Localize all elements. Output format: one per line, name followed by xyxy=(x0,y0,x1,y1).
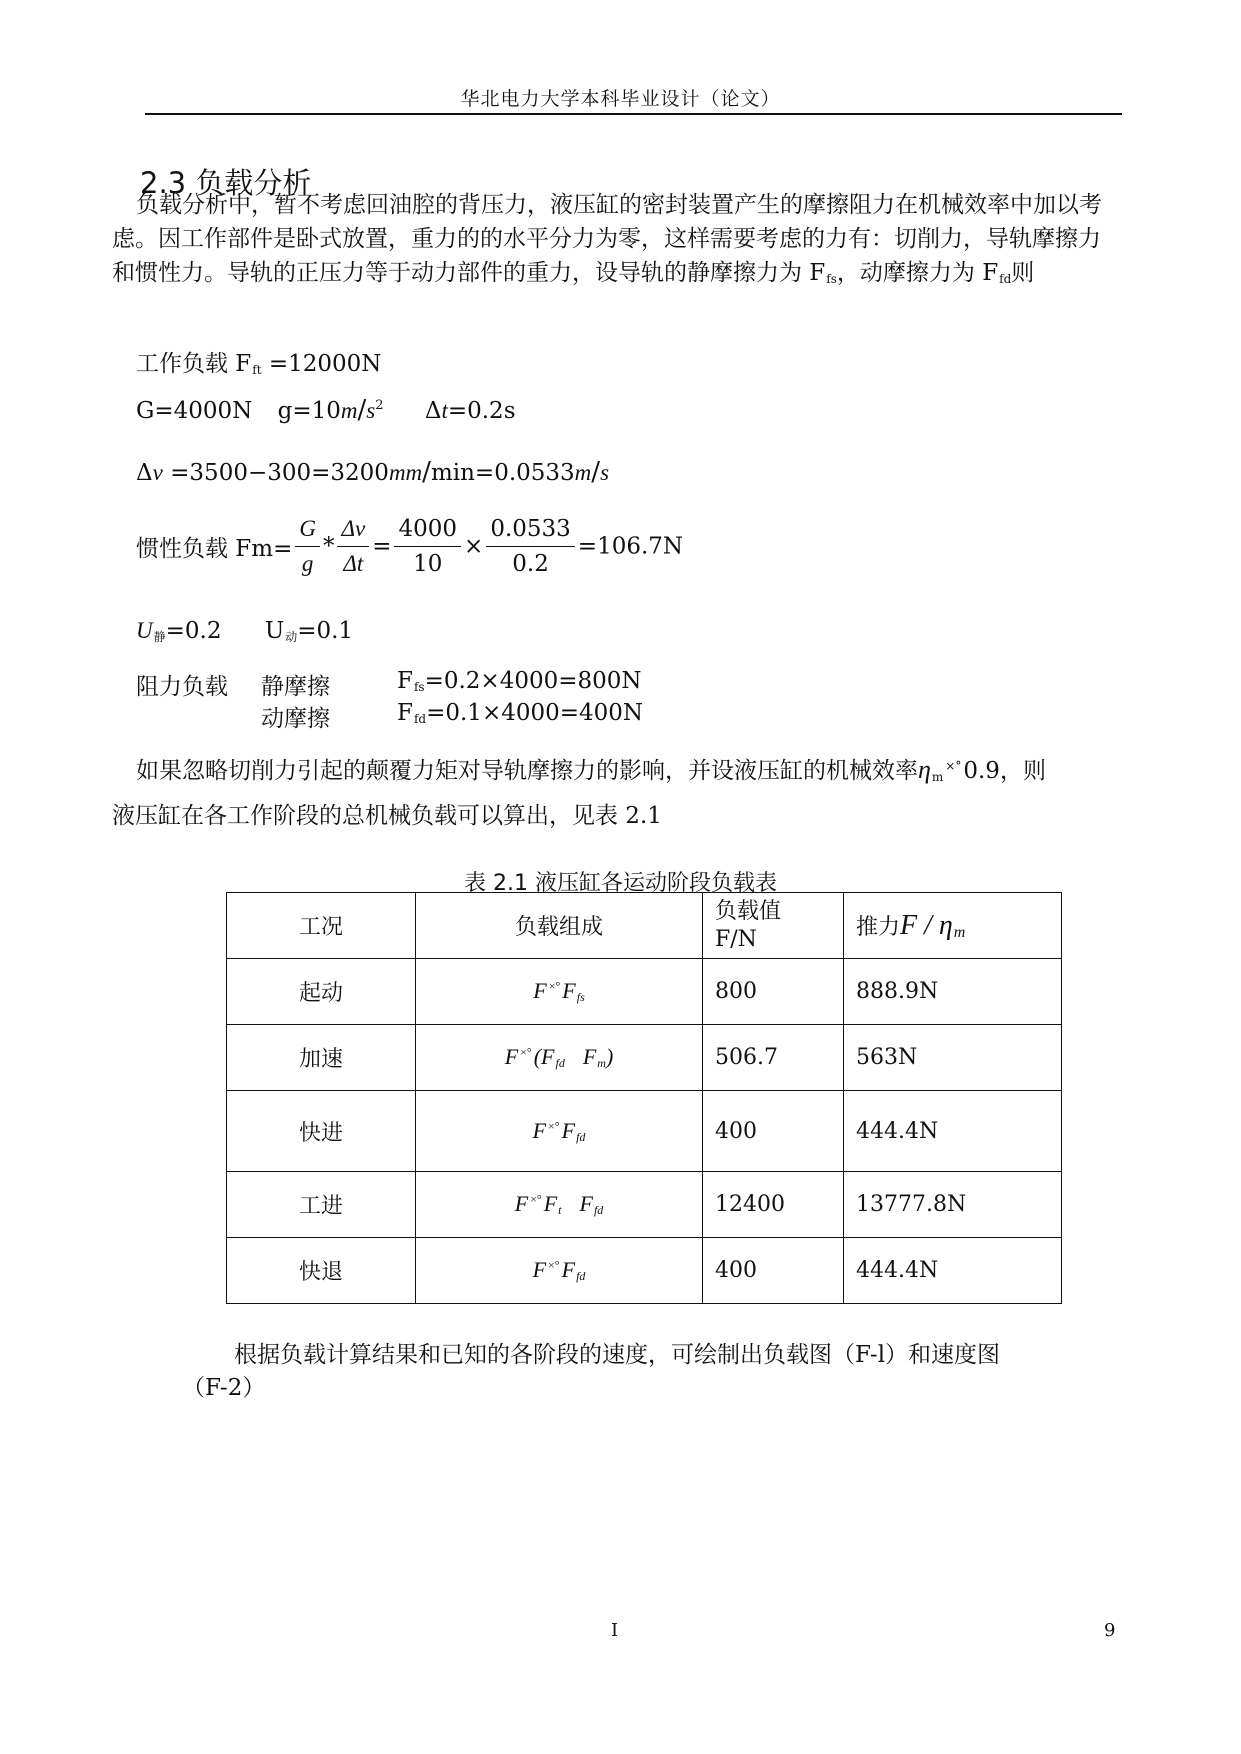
g-exp: 2 xyxy=(375,398,384,413)
row-composition xyxy=(416,1091,703,1172)
intro-text-2: ，动摩擦力为 F xyxy=(836,260,999,286)
efficiency-text-1: 如果忽略切削力引起的颠覆力矩对导轨摩擦力的影响，并设液压缸的机械效率 xyxy=(136,758,918,784)
dv-value2: =0.0533 xyxy=(474,460,575,486)
frac-0533 xyxy=(486,516,574,577)
row-condition: 快退 xyxy=(227,1238,416,1304)
frac-dv-num: Δv xyxy=(337,516,369,547)
u-static-value: =0.2 xyxy=(165,618,222,644)
intro-sub-fs: fs xyxy=(826,272,837,286)
dynamic-friction-label: 动摩擦 xyxy=(261,706,330,732)
header-rule xyxy=(145,113,1122,115)
u-dynamic-value: =0.1 xyxy=(297,618,354,644)
table-caption: 表 2.1 液压缸各运动阶段负载表 xyxy=(464,871,777,896)
row-value: 400 xyxy=(703,1091,844,1172)
work-load-line xyxy=(136,345,381,378)
comp-body: F xyxy=(561,1257,576,1282)
row-condition: 快进 xyxy=(227,1091,416,1172)
closing-text-2: （F-2） xyxy=(182,1375,266,1401)
table-row xyxy=(227,1238,1062,1304)
resist-label: 阻力负载 xyxy=(136,674,228,700)
row-value: 800 xyxy=(703,959,844,1025)
dt-var: t xyxy=(441,398,448,423)
comp-f: F xyxy=(533,978,547,1003)
row-thrust: 444.4N xyxy=(844,1091,1062,1172)
row-condition: 工进 xyxy=(227,1172,416,1238)
static-sub: fs xyxy=(413,680,425,694)
velocity-line: Δv =3500−300=3200mm/min=0.0533m/s xyxy=(136,457,610,487)
row-condition: 加速 xyxy=(227,1025,416,1091)
comp-body: F xyxy=(543,1191,558,1216)
dv-unit-s: s xyxy=(600,460,610,485)
static-value: =0.2×4000=800N xyxy=(424,668,642,694)
dynamic-sub: fd xyxy=(413,712,427,726)
header-thrust-sub: m xyxy=(953,923,966,941)
approx-icon: ×° xyxy=(548,1258,560,1272)
efficiency-line xyxy=(136,752,1046,785)
row-condition: 起动 xyxy=(227,959,416,1025)
work-load-label: 工作负载 F xyxy=(136,351,252,377)
table-row xyxy=(227,1091,1062,1172)
comp-f: F xyxy=(532,1117,547,1143)
frac-g-num: G xyxy=(295,516,320,547)
comp-body: F xyxy=(561,1117,576,1143)
frac-g-den: g xyxy=(301,551,314,576)
dv-delta: Δ xyxy=(136,460,153,486)
static-friction-label: 静摩擦 xyxy=(261,674,330,700)
g-accel: g=10 xyxy=(277,398,341,424)
u-static-var: U xyxy=(136,618,153,643)
table-header-row xyxy=(227,893,1062,959)
table-row xyxy=(227,1025,1062,1091)
u-dynamic-sub: 动 xyxy=(285,630,298,644)
frac-dv-den: Δt xyxy=(343,551,364,576)
row-thrust: 888.9N xyxy=(844,959,1062,1025)
header-thrust xyxy=(844,893,1062,959)
dynamic-value: =0.1×4000=400N xyxy=(426,700,644,726)
comp-sub: fd xyxy=(576,1269,586,1283)
comp-sub: fd xyxy=(555,1056,565,1070)
section-heading: 2.3 负载分析 xyxy=(140,166,312,200)
footer-roman: I xyxy=(611,1620,619,1641)
header-thrust-formula: F / η xyxy=(900,909,953,941)
static-friction-formula xyxy=(397,668,642,694)
header-thrust-label: 推力 xyxy=(856,914,901,940)
eta-sub: m xyxy=(931,770,944,784)
frac-4000-num: 4000 xyxy=(394,516,461,547)
intro-text-3: 则 xyxy=(1011,260,1035,286)
row-composition xyxy=(416,1172,703,1238)
inertia-label: 惯性负载 Fm= xyxy=(136,536,293,562)
efficiency-text-3: 液压缸在各工作阶段的总机械负载可以算出，见表 2.1 xyxy=(112,803,662,829)
comp-sub2: m xyxy=(597,1056,606,1070)
friction-coeff-line xyxy=(136,618,353,645)
g-weight: G=4000N xyxy=(136,398,253,424)
approx-icon: ×° xyxy=(548,979,561,993)
row-value: 12400 xyxy=(703,1172,844,1238)
comp-body2: F xyxy=(579,1191,593,1216)
intro-sub-fd: fd xyxy=(999,272,1012,286)
g-unit-m: m xyxy=(340,398,358,423)
frac-g xyxy=(295,516,320,577)
comp-body: F xyxy=(562,978,576,1003)
dv-value: =3500−300=3200 xyxy=(162,460,389,486)
comp-sub: fs xyxy=(576,990,585,1004)
dv-unit-m: m xyxy=(574,460,592,485)
comp-close: ) xyxy=(605,1044,614,1069)
inertia-result: =106.7N xyxy=(577,533,684,560)
u-static-sub: 静 xyxy=(153,630,166,644)
g-unit-s: s xyxy=(366,398,376,423)
row-thrust: 444.4N xyxy=(844,1238,1062,1304)
efficiency-text-2: ，则 xyxy=(999,758,1046,784)
dt-value: =0.2s xyxy=(447,398,516,424)
row-composition xyxy=(416,959,703,1025)
header-value xyxy=(703,893,844,959)
load-table xyxy=(226,892,1062,1304)
comp-body2: F xyxy=(582,1044,597,1069)
closing-text-1: 根据负载计算结果和已知的各阶段的速度，可绘制出负载图（F-l）和速度图 xyxy=(234,1342,1001,1368)
row-value: 506.7 xyxy=(703,1025,844,1091)
frac-0533-num: 0.0533 xyxy=(486,516,574,547)
frac-dv xyxy=(337,516,369,577)
row-composition xyxy=(416,1238,703,1304)
dt-delta: Δ xyxy=(424,398,442,424)
dynamic-f: F xyxy=(397,700,413,726)
approx-icon: ×° xyxy=(548,1118,560,1133)
dv-unit-min: min xyxy=(430,460,475,486)
eta-symbol: η xyxy=(918,755,931,784)
intro-text-1: 负载分析中，暂不考虑回油腔的背压力，液压缸的密封装置产生的摩擦阻力在机械效率中加以考虑。因工作部件是卧式放置，重力的的水平分力为零，这样需要考虑的力有：切削力，导轨摩擦力和惯性力。导轨的正压力等于动力部件的重力，设导轨的静摩擦力为 F xyxy=(112,192,1102,286)
comp-body: (F xyxy=(533,1044,555,1069)
frac-4000 xyxy=(394,516,461,577)
work-load-sub: ft xyxy=(252,363,262,377)
comp-f: F xyxy=(532,1257,547,1282)
frac-0533-den: 0.2 xyxy=(512,551,549,577)
work-load-value: =12000N xyxy=(261,351,382,377)
gravity-line: G=4000N $g=10m/s^2$ Δt=0.2s xyxy=(136,395,516,425)
page-header: 华北电力大学本科毕业设计（论文） xyxy=(460,88,781,110)
dv-unit-mm: mm xyxy=(388,460,423,485)
row-value: 400 xyxy=(703,1238,844,1304)
table-row xyxy=(227,959,1062,1025)
intro-paragraph xyxy=(112,188,1122,296)
comp-sub: fd xyxy=(576,1129,586,1144)
header-value-line1: 负载值 xyxy=(715,898,782,924)
approx-icon: ×° xyxy=(520,1045,532,1059)
table-row xyxy=(227,1172,1062,1238)
frac-4000-den: 10 xyxy=(413,551,443,577)
header-composition: 负载组成 xyxy=(416,893,703,959)
approx-icon: ×° xyxy=(945,759,962,773)
row-thrust: 13777.8N xyxy=(844,1172,1062,1238)
inertia-line: 惯性负载 Fm= $\frac{G}{g}$ * $\frac{\Delta v}{\Delta t}$ = $\frac{4000}{10}$ × $\frac{0.0533}{0.2}$ =106.7N xyxy=(136,516,684,577)
approx-icon: ×° xyxy=(530,1192,542,1206)
comp-f: F xyxy=(514,1191,529,1216)
comp-f: F xyxy=(504,1044,519,1069)
eta-value: 0.9 xyxy=(963,758,1000,784)
comp-sub2: fd xyxy=(593,1203,604,1217)
dv-var: v xyxy=(152,460,163,485)
comp-sub: t xyxy=(558,1203,562,1217)
header-condition: 工况 xyxy=(227,893,416,959)
static-f: F xyxy=(397,668,413,694)
u-dynamic-var: U xyxy=(264,618,285,644)
row-composition xyxy=(416,1025,703,1091)
page-number: 9 xyxy=(1104,1620,1116,1641)
header-value-line2: F/N xyxy=(715,926,757,952)
row-thrust: 563N xyxy=(844,1025,1062,1091)
dynamic-friction-formula xyxy=(397,700,643,726)
